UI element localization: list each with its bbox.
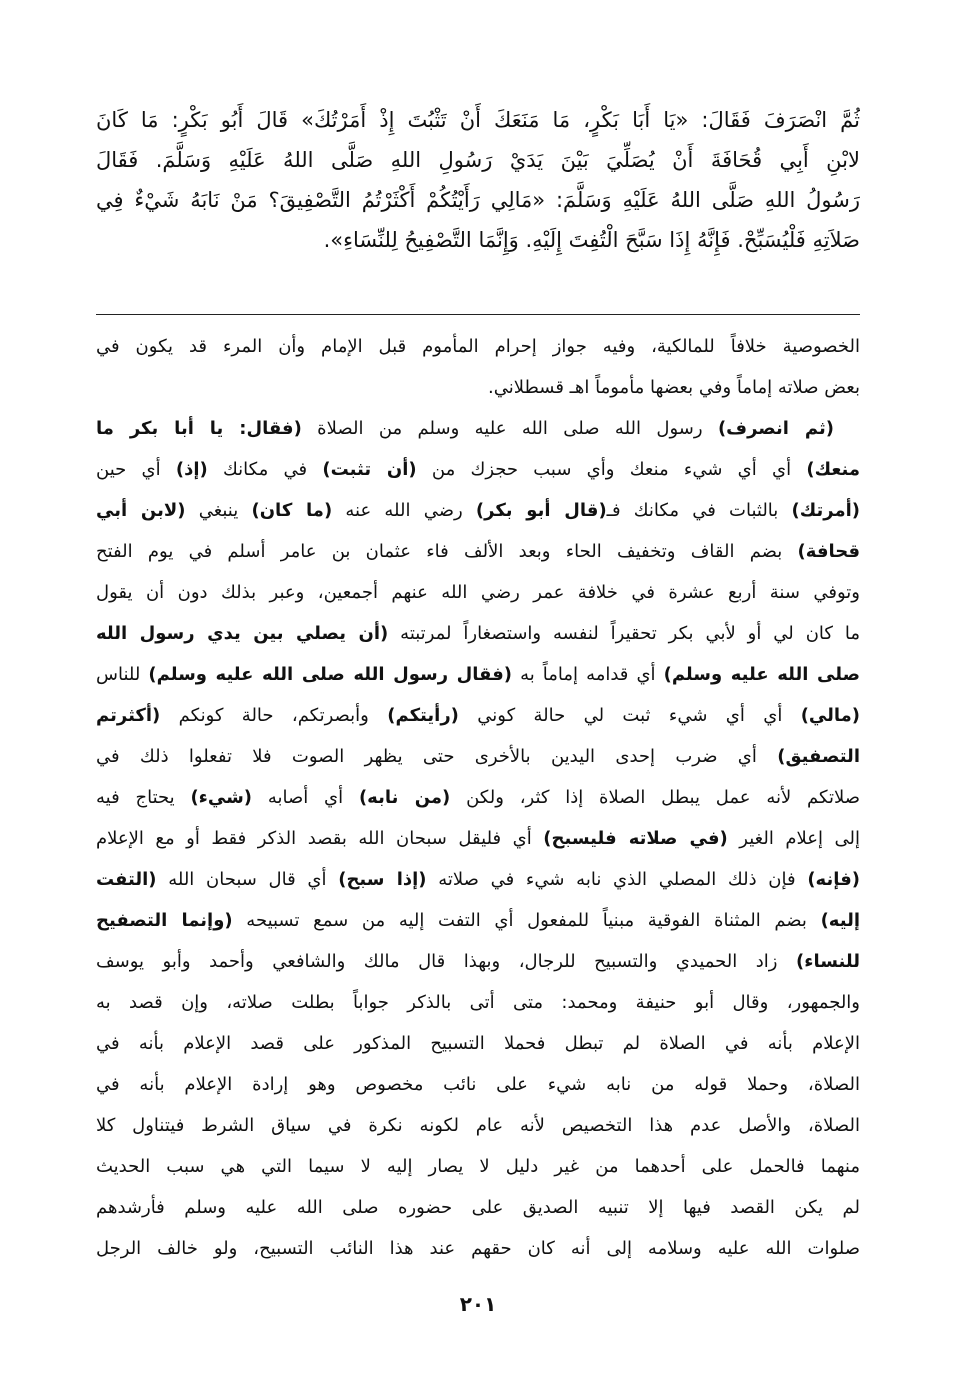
text-segment: منهما فالحمل على أحدهما من غير دليل لا يصار إليه لا سيما التي هي سبب الحديث — [96, 1156, 860, 1177]
text-line — [96, 100, 860, 140]
text-segment: أي أي شيء منعك وأي سبب حجزك من — [416, 459, 807, 480]
bold-quoted-phrase: (من نابه) — [358, 787, 451, 808]
bold-quoted-phrase: (أمرتك) — [791, 500, 860, 521]
page-number: ٢٠١ — [459, 1292, 497, 1316]
text-segment: ثُمَّ انْصَرَفَ فَقَالَ: «يَا أَبَا بَكْرٍ، مَا مَنَعَكَ أَنْ تَثْبُتَ إِذْ أَمَرْتُكَ» قَالَ أَبُو بَكْرٍ: مَا كَانَ — [96, 108, 860, 132]
bold-quoted-phrase: (أن يصلي بين يدي رسول الله — [96, 623, 389, 644]
bold-quoted-phrase: (ما كان) — [251, 500, 333, 521]
text-segment: وتوفي سنة أربع عشرة في خلافة عمر رضي الله عنهم أجمعين، وعبر بذلك دون أن يقول — [96, 582, 860, 603]
text-line — [96, 1064, 860, 1105]
bold-quoted-phrase: (ثم انصرف) — [717, 418, 834, 439]
hadith-main-text — [96, 100, 860, 260]
text-line — [96, 140, 860, 180]
bold-quoted-phrase: (إذا سبح) — [338, 869, 427, 890]
text-line — [96, 572, 860, 613]
text-line — [96, 220, 860, 260]
text-segment: بضم المثناة الفوقية مبنياً للمفعول أي التفت إليه من سمع تسبيحه — [232, 910, 821, 931]
text-line — [96, 859, 860, 900]
text-segment: أي ضرب إحدى اليدين بالأخرى حتى يظهر الصوت فلا تفعلوا ذلك في — [96, 746, 778, 767]
text-segment: رسول الله صلى الله عليه وسلم من الصلاة — [301, 418, 718, 439]
text-line — [96, 613, 860, 654]
text-line — [96, 180, 860, 220]
text-line — [96, 1187, 860, 1228]
bold-quoted-phrase: للنساء) — [796, 951, 860, 972]
text-segment: أي فليقل سبحان الله بقصد الذكر فقط أو مع الإعلام — [96, 828, 544, 849]
commentary-text — [96, 326, 860, 1269]
text-segment: وأبصرتكم، حالة كونكم — [160, 705, 388, 726]
text-line — [96, 1228, 860, 1269]
text-segment: ما كان لي أو لأبي بكر تحقيراً لنفسه واستصغاراً لمرتبته — [388, 623, 860, 644]
bold-quoted-phrase: (التفت — [96, 869, 157, 890]
text-segment: فإن ذلك المصلي الذي نابه شيء في صلاته — [426, 869, 808, 890]
bold-quoted-phrase: صلى الله عليه وسلم) — [663, 664, 860, 685]
text-segment: يحتاج فيه — [96, 787, 191, 808]
text-segment: بضم القاف وتخفيف الحاء وبعد الألف فاء عثمان بن عامر أسلم في يوم الفتح — [96, 541, 798, 562]
text-line — [96, 367, 860, 408]
text-segment: أي حين — [96, 459, 176, 480]
bold-quoted-phrase: (رأيتكم) — [387, 705, 459, 726]
text-line — [96, 1023, 860, 1064]
bold-quoted-phrase: (وإنما التصفيح — [96, 910, 233, 931]
text-line — [96, 531, 860, 572]
bold-quoted-phrase: (شيء) — [190, 787, 253, 808]
text-segment: صلوات الله عليه وسلامه إلى أنه كان حقهم عند هذا النائب التسبيح، ولو خالف الرجل — [96, 1238, 860, 1259]
bold-quoted-phrase: (قال أبو بكر) — [475, 500, 607, 521]
text-line — [96, 818, 860, 859]
text-segment: رَسُولُ اللهِ صَلَّى اللهُ عَلَيْهِ وَسَلَّمَ: «مَالِي رَأَيْتُكُمْ أَكْثَرْتُمُ التَّصْفِيقَ؟ مَنْ نَابَهُ شَيْءٌ فِي — [96, 188, 860, 212]
text-line — [96, 1146, 860, 1187]
bold-quoted-phrase: (فقال رسول الله صلى الله عليه وسلم) — [148, 664, 513, 685]
text-segment: لابْنِ أَبِي قُحَافَةَ أَنْ يُصَلِّيَ بَيْنَ يَدَيْ رَسُولِ اللهِ صَلَّى اللهُ عَلَيْهِ وَسَلَّمَ. فَقَالَ — [96, 148, 860, 172]
text-line — [96, 654, 860, 695]
text-segment: للناس — [96, 664, 149, 685]
text-segment: الصلاة، والأصل عدم هذا التخصيص لأنه عام لكونه نكرة في سياق الشرط فيتناول كلا — [96, 1115, 860, 1136]
text-line — [96, 408, 860, 449]
bold-quoted-phrase: (لابن أبي — [96, 500, 186, 521]
text-line — [96, 695, 860, 736]
text-segment: الصلاة، وحملا قوله من نابه شيء على نائب مخصوص وهو إرادة الإعلام بأنه في — [96, 1074, 860, 1095]
bold-quoted-phrase: (أكثرتم — [96, 705, 161, 726]
text-segment: ينبغي — [185, 500, 252, 521]
text-line — [96, 777, 860, 818]
bold-quoted-phrase: (أن تثبت) — [322, 459, 417, 480]
bold-quoted-phrase: (فإنه) — [807, 869, 860, 890]
bold-quoted-phrase: (مالي) — [800, 705, 860, 726]
text-segment: الخصوصية خلافاً للمالكية، وفيه جواز إحرام المأموم قبل الإمام وأن المرء قد يكون في — [96, 336, 860, 357]
bold-quoted-phrase: منعك) — [806, 459, 860, 480]
text-segment: إلى إعلام الغير — [727, 828, 860, 849]
text-segment: أي أي شيء ثبت لي حالة كوني — [458, 705, 801, 726]
text-segment: الإعلام بأنه في الصلاة لم تبطل فحملا التسبيح المذكور على قصد الإعلام بأنه في — [96, 1033, 860, 1054]
bold-quoted-phrase: إليه) — [820, 910, 860, 931]
text-line — [96, 326, 860, 367]
text-segment: صلاتكم لأنه عمل يبطل الصلاة إذا كثر، ولكن — [450, 787, 860, 808]
text-line — [96, 490, 860, 531]
bold-quoted-phrase: (إذ) — [175, 459, 208, 480]
text-segment: والجمهور، وقال أبو حنيفة ومحمد: متى أتى بالذكر جواباً بطلت صلاته، وإن قصد به — [96, 992, 860, 1013]
text-segment: صَلاَتِهِ فَلْيُسَبِّحْ. فَإِنَّهُ إِذَا سَبَّحَ الْتُفِتَ إِلَيْهِ. وَإِنَّمَا التَّصْفِيحُ لِلنِّسَاءِ». — [323, 228, 860, 252]
text-line — [96, 1105, 860, 1146]
footnote-divider — [96, 314, 860, 315]
bold-quoted-phrase: قحافة) — [797, 541, 860, 562]
text-segment: بالثبات في مكانك فـ — [606, 500, 792, 521]
text-line — [96, 736, 860, 777]
text-line — [96, 982, 860, 1023]
text-line — [96, 449, 860, 490]
text-segment: لم يكن القصد فيها إلا تنبيه الصديق على حضوره صلى الله عليه وسلم فأرشدهم — [96, 1197, 860, 1218]
text-line — [96, 900, 860, 941]
text-segment: في مكانك — [207, 459, 323, 480]
bold-quoted-phrase: التصفيق) — [777, 746, 860, 767]
bold-quoted-phrase: (في صلاته فليسبح) — [543, 828, 728, 849]
text-segment: زاد الحميدي والتسبيح للرجال، وبهذا قال مالك والشافعي وأحمد وأبو يوسف — [96, 951, 797, 972]
text-segment: أي قدامه إماماً به — [512, 664, 664, 685]
bold-quoted-phrase: (فقال: يا أبا بكر ما — [96, 418, 302, 439]
text-segment: رضي الله عنه — [332, 500, 476, 521]
text-line — [96, 941, 860, 982]
text-segment: أي أصابه — [252, 787, 359, 808]
text-segment: أي قال سبحان الله — [156, 869, 339, 890]
text-segment: بعض صلاته إماماً وفي بعضها مأموماً اهـ قسطلاني. — [488, 377, 860, 398]
